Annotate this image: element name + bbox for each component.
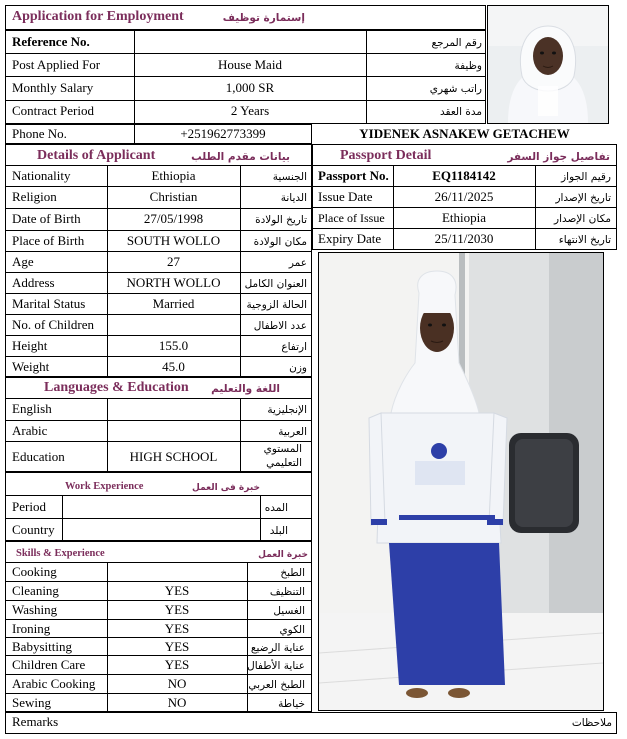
cleaning-label-ar: التنظيف [269,586,305,598]
ironing-label-ar: الكوي [279,624,305,636]
washing-label: Washing [12,602,58,617]
weight-value: 45.0 [162,359,185,374]
expiry-date-label-ar: تاريخ الانتهاء [558,234,611,246]
period-label-ar: المده [264,502,288,514]
address-value: NORTH WOLLO [126,275,221,290]
contract-label: Contract Period [12,103,94,118]
form-title-ar: إستمارة توظيف [222,12,305,24]
children-care-label-ar: عناية الأطفال [247,660,305,672]
post-value: House Maid [218,57,282,72]
height-value: 155.0 [158,338,189,353]
contract-value: 2 Years [230,103,270,118]
arabic-cooking-value: NO [167,676,187,691]
expiry-date-value: 25/11/2030 [434,231,494,246]
place-of-issue-label: Place of Issue [318,211,385,225]
washing-label-ar: الغسيل [273,605,305,617]
babysitting-label: Babysitting [12,639,72,654]
cooking-label: Cooking [12,564,57,579]
skills-title-ar: خبرة العمل [258,550,308,560]
religion-label-ar: الديانة [280,192,307,204]
babysitting-label-ar: عناية الرضيع [250,642,305,654]
arabic-cooking-label: Arabic Cooking [12,676,96,691]
country-label-ar: البلد [269,525,288,537]
address-label: Address [12,275,55,290]
details-title-ar: بيانات مقدم الطلب [191,151,290,163]
education-label: Education [12,449,65,464]
nationality-label-ar: الجنسية [272,171,307,183]
post-label: Post Applied For [12,57,101,72]
weight-label-ar: وزن [289,362,307,374]
religion-value: Christian [149,189,198,204]
marital-label-ar: الحالة الزوجية [246,299,307,311]
cleaning-value: YES [164,583,190,598]
education-value: HIGH SCHOOL [129,449,218,464]
contract-label-ar: مدة العقد [440,106,482,118]
children-care-label: Children Care [12,657,86,672]
salary-value: 1,000 SR [225,80,275,95]
washing-value: YES [164,602,190,617]
arabic-label-ar: العربية [278,426,307,438]
applicant-name: YIDENEK ASNAKEW GETACHEW [359,126,570,141]
place-of-issue-label-ar: مكان الإصدار [554,213,611,225]
work-title-ar: خبرة فى العمل [192,483,260,493]
height-label: Height [12,338,48,353]
dob-label-ar: تاريخ الولادة [255,214,307,226]
phone-value: +251962773399 [180,126,266,141]
salary-label: Monthly Salary [12,80,94,95]
languages-title-ar: اللغة والتعليم [211,383,280,395]
place-of-issue-value: Ethiopia [441,210,487,225]
details-title-en: Details of Applicant [37,148,156,163]
salary-label-ar: راتب شهري [429,83,482,95]
pob-value: SOUTH WOLLO [126,233,221,248]
dob-value: 27/05/1998 [143,211,204,226]
weight-label: Weight [12,359,50,374]
arabic-cooking-label-ar: الطبخ العربي [248,679,305,691]
period-label: Period [12,499,46,514]
work-title-en: Work Experience [65,481,144,492]
height-label-ar: ارتفاع [281,341,307,353]
passport-no-label: Passport No. [318,168,389,183]
age-label-ar: عمر [288,257,307,269]
religion-label: Religion [12,189,57,204]
full-body-photo [318,252,604,711]
remarks-label-ar: ملاحظات [571,717,612,729]
reference-label: Reference No. [12,34,90,49]
dob-label: Date of Birth [12,211,81,226]
skills-title-en: Skills & Experience [16,548,105,559]
sewing-label: Sewing [12,695,51,710]
babysitting-value: YES [164,639,190,654]
issue-date-label: Issue Date [318,189,373,204]
head-photo [487,5,609,124]
languages-title-en: Languages & Education [44,380,189,395]
remarks-label: Remarks [12,714,59,729]
post-label-ar: وظيفة [454,60,482,72]
ironing-value: YES [164,621,190,636]
passport-title-en: Passport Detail [340,148,432,163]
ironing-label: Ironing [12,621,51,636]
education-label-ar: المستوي التعليمي [263,443,302,469]
expiry-date-label: Expiry Date [318,231,382,246]
age-label: Age [12,254,34,269]
passport-title-ar: تفاصيل جواز السفر [507,151,610,163]
marital-label: Marital Status [12,296,86,311]
nationality-label: Nationality [12,168,71,183]
arabic-label: Arabic [12,423,48,438]
english-label: English [12,401,52,416]
pob-label-ar: مكان الولادة [253,236,307,248]
issue-date-value: 26/11/2025 [434,189,494,204]
marital-value: Married [152,296,195,311]
address-label-ar: العنوان الكامل [244,278,307,290]
passport-no-value: EQ1184142 [432,168,496,183]
sewing-label-ar: خياطة [278,698,305,710]
pob-label: Place of Birth [12,233,85,248]
issue-date-label-ar: تاريخ الإصدار [555,192,611,204]
sewing-value: NO [167,695,187,710]
english-label-ar: الإنجليزية [267,404,307,416]
passport-no-label-ar: رقيم الجواز [561,171,611,183]
children-care-value: YES [164,657,190,672]
phone-label: Phone No. [12,126,67,141]
reference-label-ar: رقم المرجع [431,37,482,49]
country-label: Country [12,522,55,537]
nationality-value: Ethiopia [151,168,196,183]
children-label-ar: عدد الاطفال [253,320,307,332]
form-title-en: Application for Employment [12,9,184,24]
children-label: No. of Children [12,317,94,332]
age-value: 27 [167,254,180,269]
cleaning-label: Cleaning [12,583,59,598]
cooking-label-ar: الطبخ [280,567,305,579]
